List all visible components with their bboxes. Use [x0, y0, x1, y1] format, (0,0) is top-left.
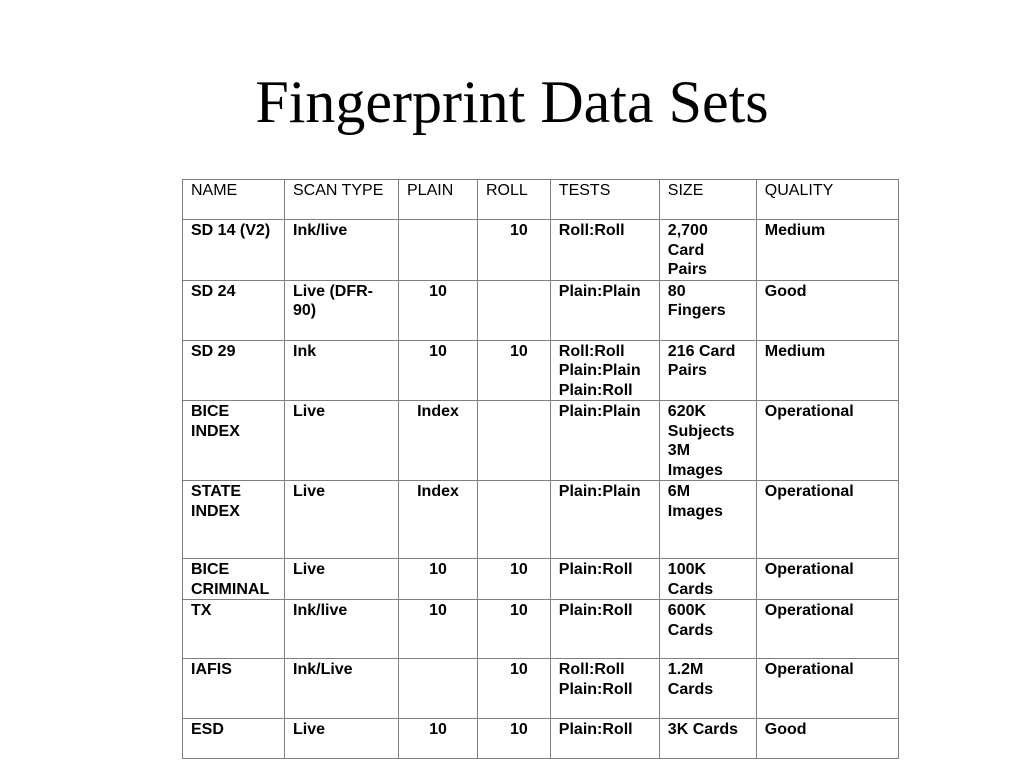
plain-cell [399, 559, 478, 600]
plain-cell [399, 220, 478, 281]
column-header-name: NAME [183, 180, 285, 220]
name-cell [183, 280, 285, 340]
table-row [183, 659, 899, 719]
cell-text: Operational [764, 403, 854, 420]
cell-text-line: 2,700 [667, 222, 708, 239]
cell-text-line: Live (DFR- [293, 282, 373, 300]
cell-text: 10 [510, 342, 528, 360]
scan-type-cell [285, 719, 399, 759]
cell-text-line: SD 14 (V2) [191, 222, 271, 239]
slide-title: Fingerprint Data Sets [255, 69, 769, 135]
table-row [183, 220, 899, 281]
cell-text-line: 600K [667, 602, 707, 619]
roll-cell [478, 559, 551, 600]
roll-cell [478, 659, 551, 719]
cell-text-line: Plain:Roll [558, 561, 633, 578]
roll-cell [478, 401, 551, 481]
cell-text-line: Card [667, 241, 705, 259]
table-row [183, 600, 899, 659]
name-cell [183, 401, 285, 481]
quality-cell [756, 401, 898, 481]
size-cell [659, 220, 756, 281]
cell-text-line: 6M [667, 483, 691, 500]
cell-text: 10 [510, 602, 528, 619]
cell-text-line: Cards [667, 621, 714, 639]
size-cell [659, 481, 756, 559]
roll-cell [478, 340, 551, 401]
roll-cell [478, 220, 551, 281]
cell-text-line: Fingers [667, 302, 726, 319]
cell-text-line: SD 29 [191, 342, 236, 360]
scan-type-cell [285, 340, 399, 401]
plain-cell [399, 401, 478, 481]
quality-cell [756, 659, 898, 719]
name-cell [183, 220, 285, 281]
cell-text-line: Live [293, 721, 326, 738]
scan-type-cell [285, 600, 399, 659]
cell-text: 10 [510, 721, 528, 738]
roll-cell [478, 481, 551, 559]
size-cell [659, 659, 756, 719]
column-header-scan-type: SCAN TYPE [285, 180, 399, 220]
tests-cell [550, 481, 659, 559]
table-row [183, 401, 899, 481]
fingerprint-data-table [182, 179, 899, 759]
quality-cell [756, 220, 898, 281]
cell-text-line: TX [191, 602, 212, 619]
cell-text-line: 620K [667, 403, 707, 420]
cell-text-line: Live [293, 483, 326, 500]
scan-type-cell [285, 481, 399, 559]
size-cell [659, 600, 756, 659]
cell-text: 10 [429, 561, 447, 578]
scan-type-cell [285, 659, 399, 719]
size-cell [659, 559, 756, 600]
size-cell [659, 340, 756, 401]
cell-text-line: Ink/live [293, 222, 348, 239]
cell-text: 10 [510, 661, 528, 678]
cell-text-line: Roll:Roll [558, 342, 625, 360]
cell-text-line: Cards [667, 680, 714, 698]
cell-text: Medium [764, 222, 826, 239]
tests-cell [550, 401, 659, 481]
plain-cell [399, 659, 478, 719]
scan-type-cell [285, 220, 399, 281]
column-header-size: SIZE [659, 180, 756, 220]
cell-text-line: Live [293, 561, 326, 578]
table-row [183, 481, 899, 559]
plain-cell [399, 340, 478, 401]
cell-text-line: Roll:Roll [558, 222, 625, 239]
column-header-quality: QUALITY [756, 180, 898, 220]
plain-cell [399, 481, 478, 559]
cell-text-line: Plain:Plain [558, 282, 641, 300]
table-row [183, 719, 899, 759]
cell-text-line: Plain:Roll [558, 680, 633, 698]
cell-text-line: 1.2M [667, 661, 704, 678]
plain-cell [399, 600, 478, 659]
cell-text-line: INDEX [191, 502, 240, 520]
roll-cell [478, 719, 551, 759]
quality-cell [756, 600, 898, 659]
cell-text-line: Images [667, 461, 723, 479]
name-cell [183, 719, 285, 759]
tests-cell [550, 280, 659, 340]
table-row [183, 559, 899, 600]
cell-text-line: 216 Card [667, 342, 736, 360]
cell-text: Operational [764, 483, 854, 500]
cell-text-line: Plain:Plain [558, 403, 641, 420]
size-cell [659, 280, 756, 340]
cell-text: Index [417, 483, 459, 500]
scan-type-cell [285, 280, 399, 340]
quality-cell [756, 280, 898, 340]
quality-cell [756, 340, 898, 401]
cell-text: Good [764, 282, 807, 300]
cell-text: 10 [429, 602, 447, 619]
cell-text-line: CRIMINAL [191, 580, 270, 598]
cell-text: Good [764, 721, 807, 738]
column-header-tests: TESTS [550, 180, 659, 220]
cell-text-line: Pairs [667, 362, 707, 379]
roll-cell [478, 600, 551, 659]
name-cell [183, 559, 285, 600]
cell-text-line: 100K [667, 561, 707, 578]
cell-text-line: Ink [293, 342, 317, 360]
column-header-plain: PLAIN [399, 180, 478, 220]
name-cell [183, 659, 285, 719]
cell-text-line: SD 24 [191, 282, 236, 300]
cell-text-line: Subjects [667, 422, 735, 440]
plain-cell [399, 719, 478, 759]
cell-text-line: Images [667, 502, 723, 520]
quality-cell [756, 481, 898, 559]
tests-cell [550, 719, 659, 759]
cell-text-line: Plain:Plain [558, 483, 641, 500]
size-cell [659, 401, 756, 481]
cell-text-line: Roll:Roll [558, 661, 625, 678]
cell-text-line: Live [293, 403, 326, 420]
cell-text-line: 90) [293, 302, 317, 319]
tests-cell [550, 600, 659, 659]
name-cell [183, 600, 285, 659]
cell-text: 10 [510, 561, 528, 578]
cell-text: Index [417, 403, 459, 420]
cell-text: Operational [764, 602, 854, 619]
tests-cell [550, 559, 659, 600]
cell-text: 10 [429, 721, 447, 738]
quality-cell [756, 559, 898, 600]
cell-text: 10 [510, 222, 528, 239]
cell-text: Operational [764, 561, 854, 578]
cell-text-line: Plain:Roll [558, 721, 633, 738]
plain-cell [399, 280, 478, 340]
column-header-roll: ROLL [478, 180, 551, 220]
cell-text-line: Cards [667, 580, 714, 598]
cell-text-line: Ink/live [293, 602, 348, 619]
cell-text-line: 80 [667, 282, 686, 300]
cell-text-line: BICE [191, 561, 230, 578]
cell-text-line: STATE [191, 483, 242, 500]
scan-type-cell [285, 559, 399, 600]
cell-text-line: INDEX [191, 422, 240, 440]
cell-text: 10 [429, 342, 447, 360]
cell-text-line: 3K Cards [667, 721, 739, 738]
cell-text-line: Plain:Roll [558, 602, 633, 619]
name-cell [183, 340, 285, 401]
table-header-row [183, 180, 899, 220]
cell-text-line: Plain:Plain [558, 362, 641, 379]
cell-text-line: Pairs [667, 261, 707, 278]
cell-text-line: Plain:Roll [558, 381, 633, 399]
cell-text-line: 3M [667, 442, 691, 459]
name-cell [183, 481, 285, 559]
roll-cell [478, 280, 551, 340]
cell-text-line: IAFIS [191, 661, 232, 678]
tests-cell [550, 659, 659, 719]
cell-text: Medium [764, 342, 826, 360]
cell-text-line: ESD [191, 721, 224, 738]
table-row [183, 280, 899, 340]
quality-cell [756, 719, 898, 759]
tests-cell [550, 220, 659, 281]
cell-text: Operational [764, 661, 854, 678]
tests-cell [550, 340, 659, 401]
size-cell [659, 719, 756, 759]
scan-type-cell [285, 401, 399, 481]
cell-text: 10 [429, 282, 447, 300]
table-row [183, 340, 899, 401]
cell-text-line: BICE [191, 403, 230, 420]
cell-text-line: Ink/Live [293, 661, 353, 678]
